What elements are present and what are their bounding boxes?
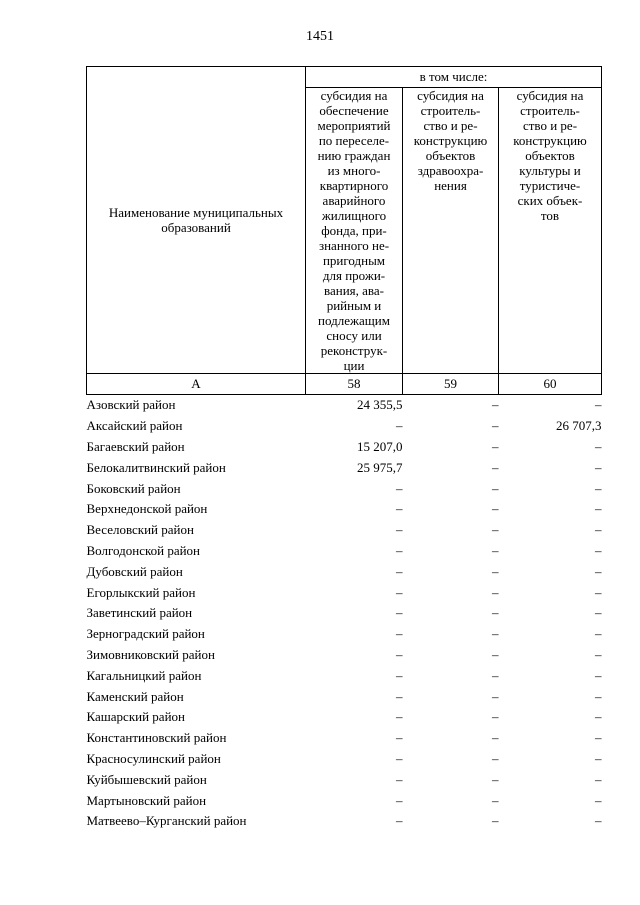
table-row bbox=[87, 749, 602, 770]
value-col-59: – bbox=[492, 584, 499, 600]
table-row bbox=[87, 520, 602, 541]
value-col-58: – bbox=[396, 730, 403, 746]
including-header: в том числе: bbox=[306, 67, 602, 88]
value-col-58: – bbox=[396, 542, 403, 558]
value-col-59: – bbox=[492, 771, 499, 787]
value-col-58: – bbox=[396, 667, 403, 683]
district-name: Верхнедонской район bbox=[86, 501, 208, 517]
value-col-60: – bbox=[595, 522, 602, 538]
district-name: Матвеево–Курганский район bbox=[86, 813, 247, 829]
table-row bbox=[87, 769, 602, 790]
value-col-60: – bbox=[595, 605, 602, 621]
district-name: Красносулинский район bbox=[86, 750, 221, 766]
table-row bbox=[87, 603, 602, 624]
table-row bbox=[87, 811, 602, 832]
value-col-59: – bbox=[492, 792, 499, 808]
col-index-60: 60 bbox=[499, 374, 602, 395]
value-col-60: – bbox=[595, 792, 602, 808]
value-col-59: – bbox=[492, 542, 499, 558]
table-row bbox=[87, 665, 602, 686]
col-index-58: 58 bbox=[306, 374, 403, 395]
district-name: Каменский район bbox=[86, 688, 184, 704]
value-col-59: – bbox=[492, 501, 499, 517]
table-row bbox=[87, 686, 602, 707]
table-row bbox=[87, 478, 602, 499]
col-header-culture-tourism bbox=[499, 88, 602, 374]
value-col-60: – bbox=[595, 501, 602, 517]
value-col-59: – bbox=[492, 688, 499, 704]
value-col-59: – bbox=[492, 605, 499, 621]
table-row bbox=[87, 561, 602, 582]
district-name: Мартыновский район bbox=[86, 792, 207, 808]
value-col-60: – bbox=[595, 730, 602, 746]
district-name: Аксайский район bbox=[86, 418, 183, 434]
value-col-60: – bbox=[595, 750, 602, 766]
value-col-59: – bbox=[492, 750, 499, 766]
district-name: Зерноградский район bbox=[86, 626, 205, 642]
district-name: Заветинский район bbox=[86, 605, 193, 621]
table-row bbox=[87, 541, 602, 562]
table-row bbox=[87, 624, 602, 645]
value-col-60: – bbox=[595, 667, 602, 683]
district-name: Константиновский район bbox=[86, 730, 227, 746]
page-number: 1451 bbox=[306, 29, 334, 44]
value-col-59: – bbox=[492, 397, 499, 413]
value-col-58: – bbox=[396, 626, 403, 642]
value-col-58: – bbox=[396, 792, 403, 808]
value-col-60: 26 707,3 bbox=[556, 418, 602, 434]
col-header-healthcare-text: субсидия на строитель- ство и ре- конструкцию объектов здравоохра- нения bbox=[413, 88, 488, 193]
value-col-58: – bbox=[396, 563, 403, 579]
district-name: Волгодонской район bbox=[86, 542, 201, 558]
value-col-58: – bbox=[396, 688, 403, 704]
value-col-59: – bbox=[492, 438, 499, 454]
value-col-59: – bbox=[492, 418, 499, 434]
value-col-58: – bbox=[396, 771, 403, 787]
value-col-59: – bbox=[492, 813, 499, 829]
value-col-58: 25 975,7 bbox=[357, 459, 403, 475]
value-col-59: – bbox=[492, 480, 499, 496]
district-name: Белокалитвинский район bbox=[86, 459, 226, 475]
value-col-59: – bbox=[492, 709, 499, 725]
value-col-58: – bbox=[396, 813, 403, 829]
district-name: Боковский район bbox=[86, 480, 181, 496]
district-name: Веселовский район bbox=[86, 522, 194, 538]
col-header-resettlement bbox=[306, 88, 403, 374]
value-col-59: – bbox=[492, 646, 499, 662]
value-col-60: – bbox=[595, 709, 602, 725]
value-col-60: – bbox=[595, 480, 602, 496]
value-col-60: – bbox=[595, 813, 602, 829]
value-col-60: – bbox=[595, 397, 602, 413]
table-row bbox=[87, 437, 602, 458]
group-header-row bbox=[87, 67, 602, 88]
district-name: Кагальницкий район bbox=[86, 667, 202, 683]
table-row bbox=[87, 416, 602, 437]
value-col-58: – bbox=[396, 522, 403, 538]
value-col-60: – bbox=[595, 459, 602, 475]
table-row bbox=[87, 728, 602, 749]
district-name: Азовский район bbox=[86, 397, 176, 413]
col-header-healthcare bbox=[403, 88, 499, 374]
col-header-resettlement-text: субсидия на обеспечение мероприятий по переселе- нию граждан из много- квартирного аварийного жилищного фонда, при- знанного не- пригодным для прожи- вания, ава- рийным и подлежащим сносу или реконструк- ции bbox=[317, 88, 391, 373]
subsidy-table bbox=[86, 66, 602, 832]
value-col-58: – bbox=[396, 605, 403, 621]
value-col-58: – bbox=[396, 750, 403, 766]
table-row bbox=[87, 582, 602, 603]
col-index-59: 59 bbox=[403, 374, 499, 395]
value-col-60: – bbox=[595, 771, 602, 787]
district-name: Дубовский район bbox=[86, 563, 183, 579]
district-name: Кашарский район bbox=[86, 709, 185, 725]
table-body bbox=[87, 395, 602, 832]
value-col-59: – bbox=[492, 667, 499, 683]
value-col-58: – bbox=[396, 709, 403, 725]
district-name: Зимовниковский район bbox=[86, 646, 215, 662]
value-col-60: – bbox=[595, 688, 602, 704]
municipality-name-header: Наименование муниципальных образований bbox=[87, 67, 306, 374]
table-row bbox=[87, 499, 602, 520]
value-col-60: – bbox=[595, 626, 602, 642]
value-col-59: – bbox=[492, 626, 499, 642]
value-col-60: – bbox=[595, 438, 602, 454]
value-col-59: – bbox=[492, 459, 499, 475]
value-col-60: – bbox=[595, 542, 602, 558]
value-col-58: – bbox=[396, 646, 403, 662]
value-col-58: 24 355,5 bbox=[357, 397, 403, 413]
table-row bbox=[87, 790, 602, 811]
value-col-58: – bbox=[396, 501, 403, 517]
value-col-59: – bbox=[492, 563, 499, 579]
value-col-58: 15 207,0 bbox=[357, 438, 403, 454]
table-row bbox=[87, 395, 602, 416]
column-index-row bbox=[87, 374, 602, 395]
table-row bbox=[87, 645, 602, 666]
table-row bbox=[87, 707, 602, 728]
value-col-59: – bbox=[492, 522, 499, 538]
col-index-a: А bbox=[87, 374, 306, 395]
value-col-58: – bbox=[396, 480, 403, 496]
value-col-60: – bbox=[595, 584, 602, 600]
district-name: Егорлыкский район bbox=[86, 584, 196, 600]
value-col-58: – bbox=[396, 418, 403, 434]
value-col-60: – bbox=[595, 563, 602, 579]
value-col-60: – bbox=[595, 646, 602, 662]
value-col-59: – bbox=[492, 730, 499, 746]
value-col-58: – bbox=[396, 584, 403, 600]
district-name: Багаевский район bbox=[86, 438, 185, 454]
district-name: Куйбышевский район bbox=[86, 771, 207, 787]
table-row bbox=[87, 457, 602, 478]
col-header-culture-tourism-text: субсидия на строитель- ство и ре- конструкцию объектов культуры и туристиче- ских объек- тов bbox=[513, 88, 587, 223]
